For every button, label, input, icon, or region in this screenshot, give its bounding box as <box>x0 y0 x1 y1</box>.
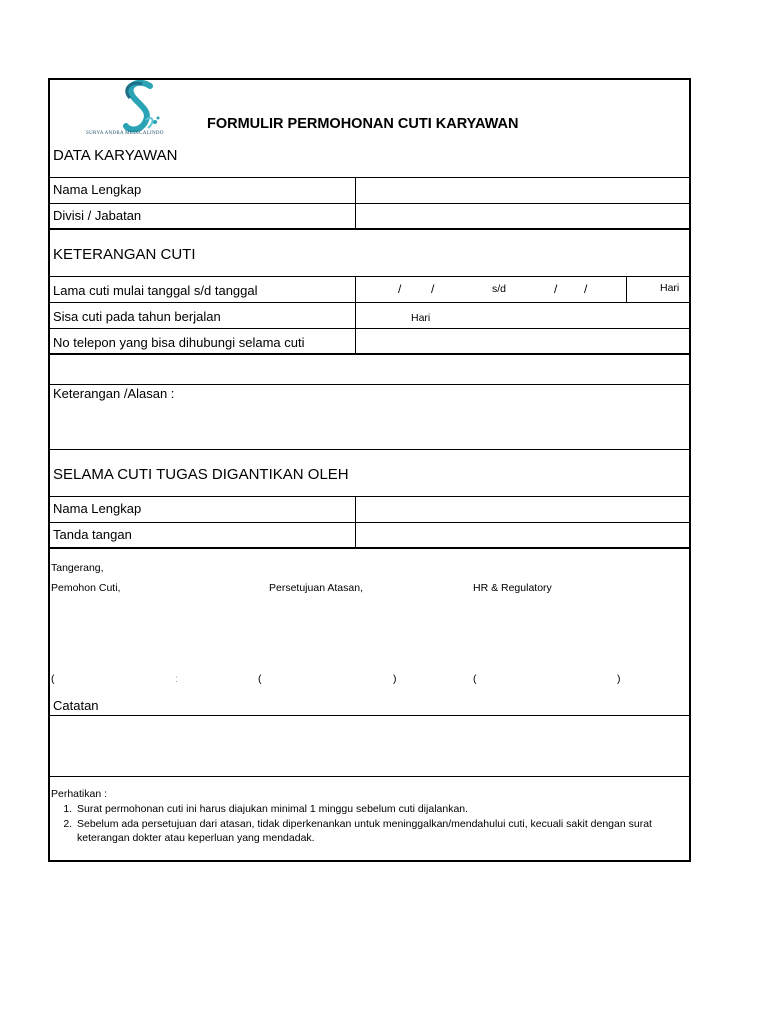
divisi-jabatan-label: Divisi / Jabatan <box>53 208 142 223</box>
date-separator: / <box>554 282 558 296</box>
pemohon-label: Pemohon Cuti, <box>51 582 121 594</box>
note-item: 2. Sebelum ada persetujuan dari atasan, tidak diperkenankan untuk meninggalkan/mendahului cuti, kecuali sakit dengan surat keterangan dokter atau keperluan yang mendadak. <box>75 817 675 846</box>
lama-cuti-date-field[interactable] <box>356 277 626 302</box>
pemohon-colon: : <box>175 673 178 685</box>
date-separator: / <box>584 282 588 296</box>
atasan-label: Persetujuan Atasan, <box>269 582 363 594</box>
divider <box>50 384 691 385</box>
pengganti-nama-field[interactable] <box>356 497 691 522</box>
divider <box>50 449 691 450</box>
note-item: 1. Surat permohonan cuti ini harus diajukan minimal 1 minggu sebelum cuti dijalankan. <box>75 802 675 817</box>
sd-label: s/d <box>492 283 507 295</box>
divisi-jabatan-field[interactable] <box>356 204 691 228</box>
hr-close-paren: ) <box>617 673 621 685</box>
catatan-field[interactable] <box>50 716 691 776</box>
divider <box>50 776 691 777</box>
hari-label: Hari <box>660 282 680 294</box>
section-keterangan-cuti: KETERANGAN CUTI <box>53 246 196 263</box>
lama-cuti-label: Lama cuti mulai tanggal s/d tanggal <box>53 283 258 298</box>
place-label: Tangerang, <box>51 562 104 574</box>
company-logo <box>86 80 176 138</box>
atasan-close-paren: ) <box>393 673 397 685</box>
sisa-hari-label: Hari <box>411 312 431 324</box>
nama-lengkap-field[interactable] <box>356 178 691 203</box>
date-separator: / <box>431 282 435 296</box>
leave-request-form <box>48 78 691 862</box>
pengganti-nama-label: Nama Lengkap <box>53 501 142 516</box>
date-separator: / <box>398 282 402 296</box>
divider <box>50 547 691 549</box>
divider <box>50 228 691 230</box>
alasan-label: Keterangan /Alasan : <box>53 386 175 401</box>
catatan-label: Catatan <box>53 698 99 713</box>
notes-heading: Perhatikan : <box>51 788 108 800</box>
tanda-tangan-label: Tanda tangan <box>53 527 132 542</box>
hr-open-paren: ( <box>473 673 477 685</box>
alasan-field[interactable] <box>50 404 691 449</box>
telepon-field[interactable] <box>356 329 691 353</box>
logo-text: SURYA ANDRA MEDICALINDO <box>86 131 164 136</box>
hr-label: HR & Regulatory <box>473 582 552 594</box>
telepon-label: No telepon yang bisa dihubungi selama cuti <box>53 335 305 350</box>
form-title: FORMULIR PERMOHONAN CUTI KARYAWAN <box>207 116 519 132</box>
atasan-open-paren: ( <box>258 673 262 685</box>
blank-row-field[interactable] <box>50 355 691 384</box>
nama-lengkap-label: Nama Lengkap <box>53 182 142 197</box>
lama-cuti-hari-field[interactable] <box>627 277 691 302</box>
sisa-cuti-field[interactable] <box>356 303 691 328</box>
notes-list <box>53 802 675 846</box>
tanda-tangan-field[interactable] <box>356 523 691 547</box>
sisa-cuti-label: Sisa cuti pada tahun berjalan <box>53 309 221 324</box>
section-data-karyawan: DATA KARYAWAN <box>53 147 178 164</box>
pemohon-open-paren: ( <box>51 673 55 685</box>
section-pengganti: SELAMA CUTI TUGAS DIGANTIKAN OLEH <box>53 466 349 483</box>
